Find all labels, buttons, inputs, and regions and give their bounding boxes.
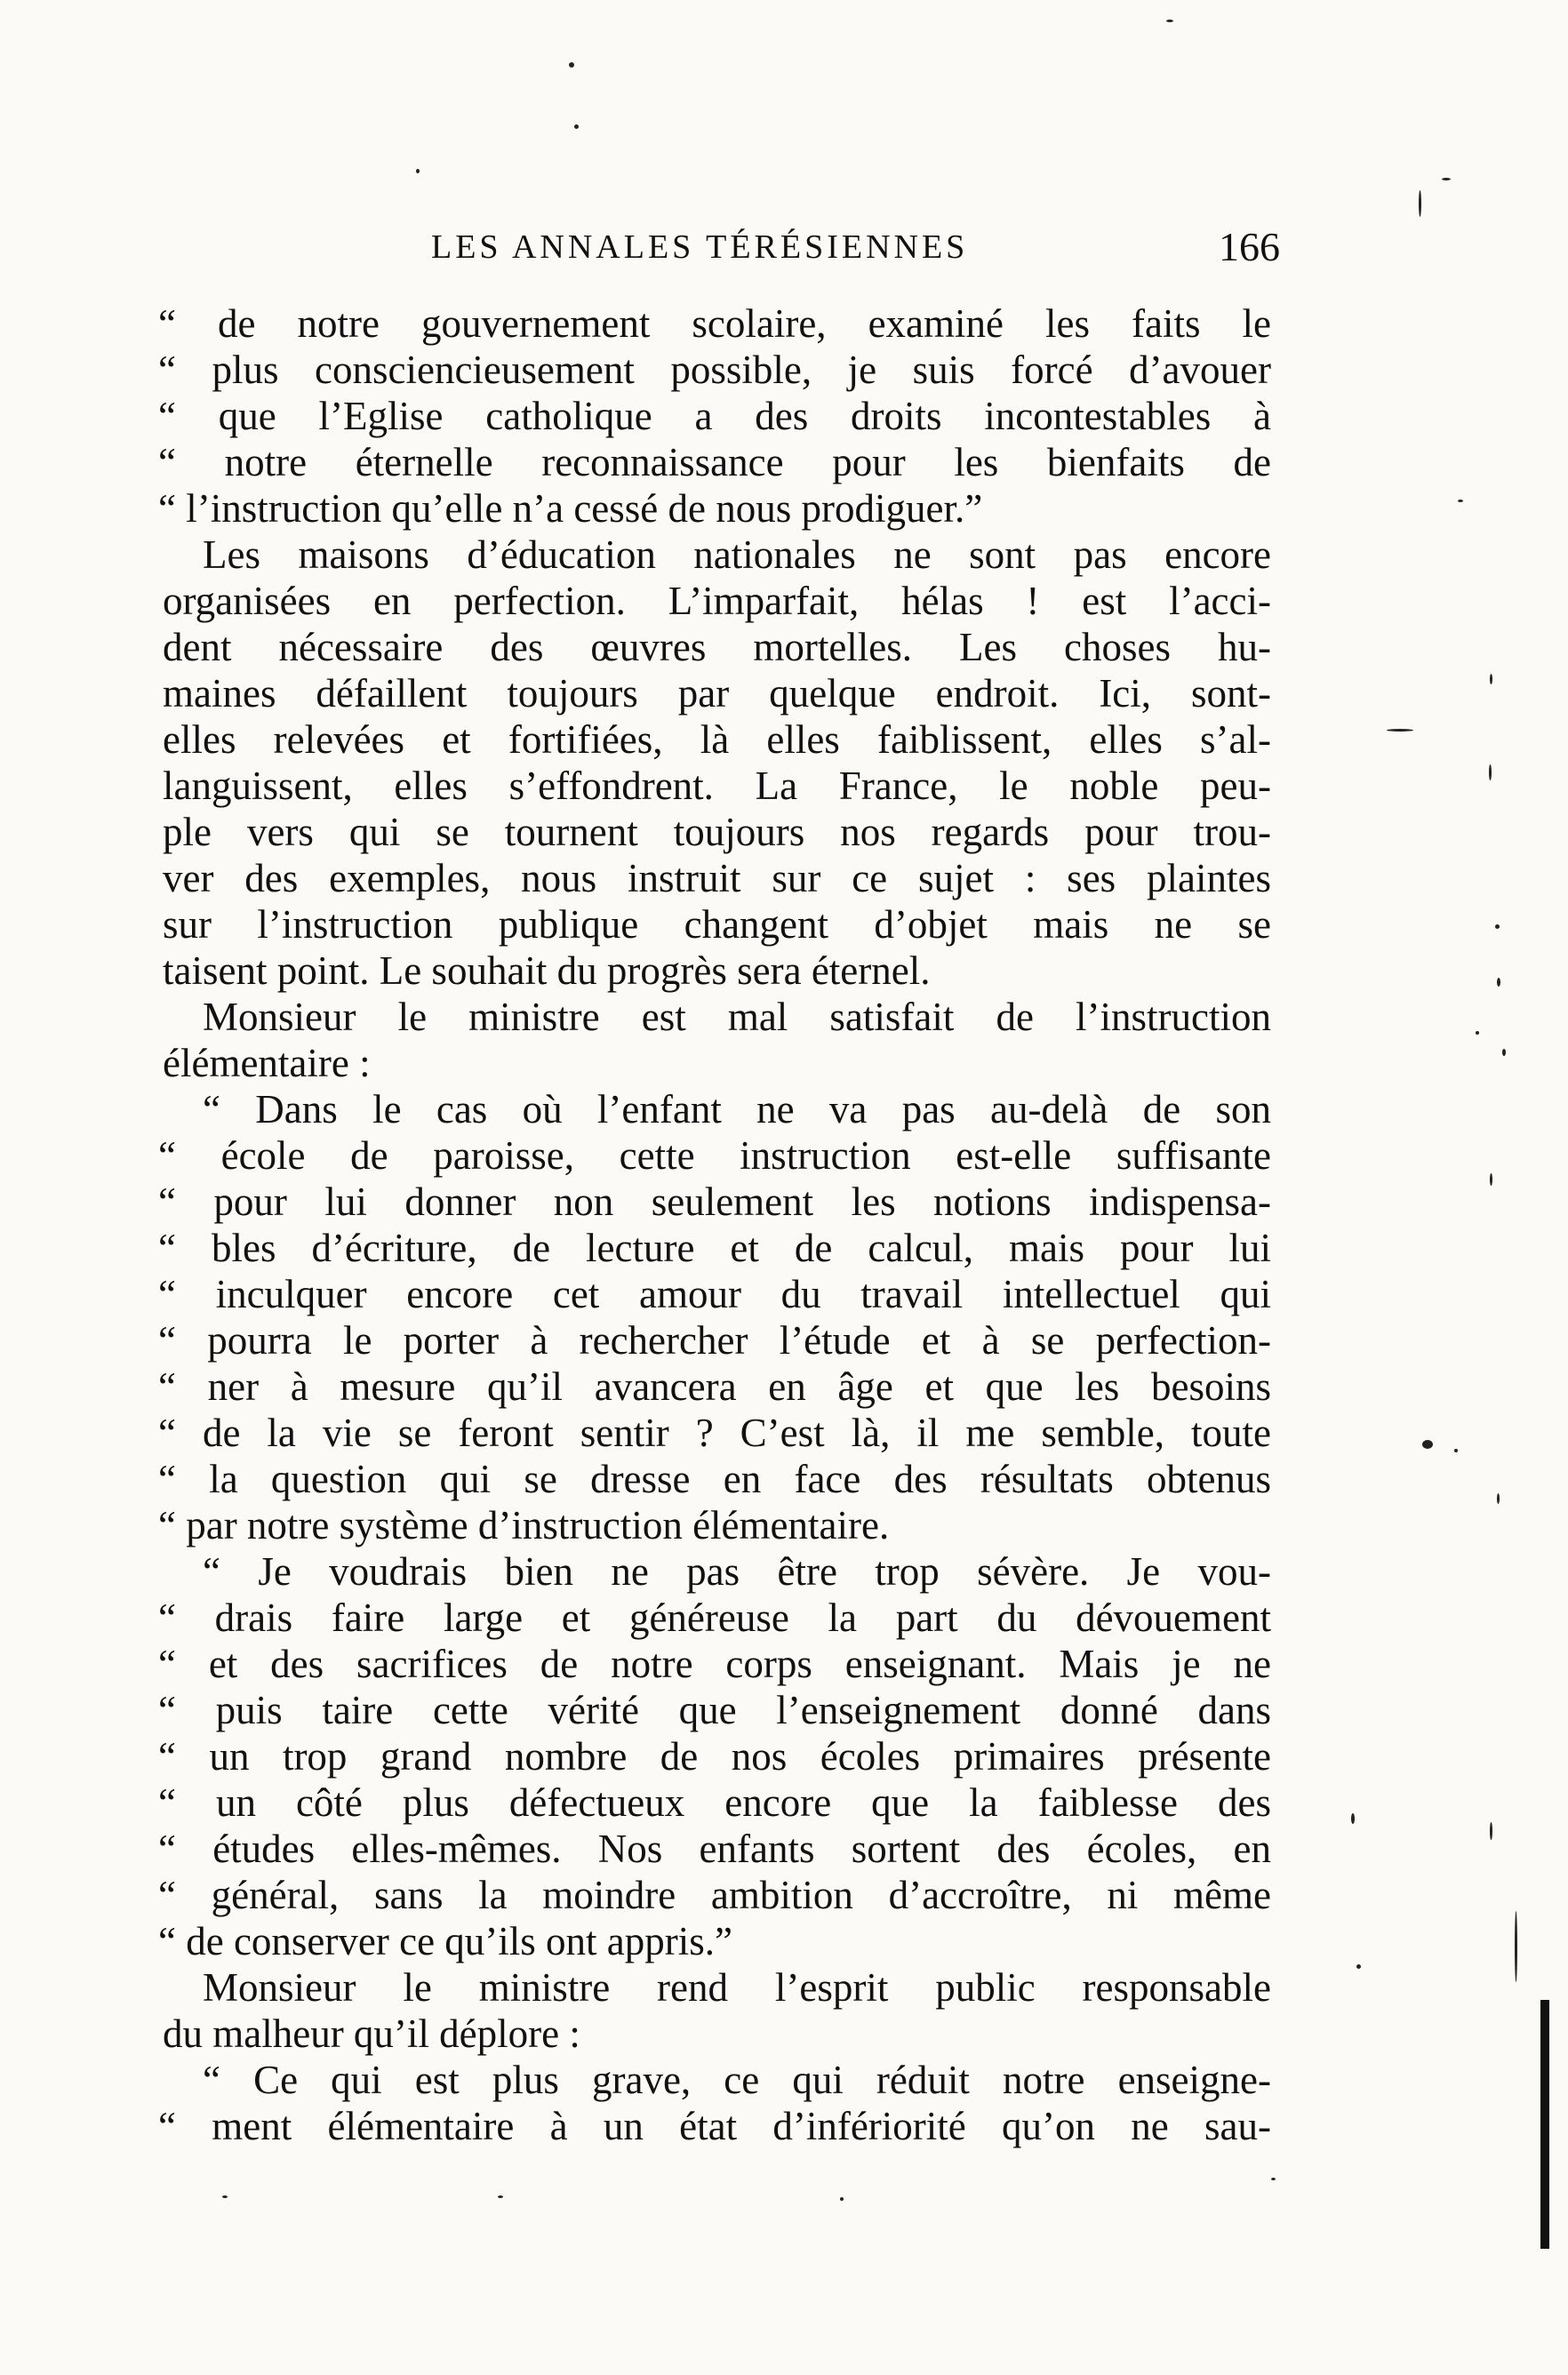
scan-speck xyxy=(222,2195,228,2198)
text-line: “ un côté plus défectueux encore que la faiblesse des xyxy=(158,1780,1271,1825)
text-line: “ de conserver ce qu’ils ont appris.” xyxy=(158,1919,732,1963)
text-line: Monsieur le ministre est mal satisfait de l’instruction xyxy=(203,995,1271,1039)
text-line: “ puis taire cette vérité que l’enseignement donné dans xyxy=(158,1688,1271,1732)
scan-speck xyxy=(1490,1822,1492,1840)
text-line: “ Dans le cas où l’enfant ne va pas au-delà de son xyxy=(203,1087,1271,1132)
scan-speck xyxy=(1490,674,1492,684)
text-line: “ par notre système d’instruction élémentaire. xyxy=(158,1503,890,1547)
text-line: “ pour lui donner non seulement les notions indispensa- xyxy=(158,1180,1271,1224)
text-line: “ notre éternelle reconnaissance pour les bienfaits de xyxy=(158,440,1271,484)
text-line: elles relevées et fortifiées, là elles faiblissent, elles s’al- xyxy=(163,717,1271,762)
scan-speck xyxy=(1422,1440,1433,1449)
scan-speck xyxy=(1497,978,1500,987)
text-line: “ et des sacrifices de notre corps enseignant. Mais je ne xyxy=(158,1642,1271,1686)
text-line: “ de notre gouvernement scolaire, examiné les faits le xyxy=(158,301,1271,346)
text-line: “ études elles-mêmes. Nos enfants sortent des écoles, en xyxy=(158,1827,1271,1871)
text-line: “ un trop grand nombre de nos écoles primaires présente xyxy=(158,1734,1271,1779)
text-line: maines défaillent toujours par quelque endroit. Ici, sont- xyxy=(163,671,1271,716)
page-edge-shadow xyxy=(1540,2000,1549,2249)
text-line: “ ment élémentaire à un état d’infériorité qu’on ne sau- xyxy=(158,2104,1271,2148)
scan-speck xyxy=(1166,20,1173,22)
text-line: organisées en perfection. L’imparfait, hélas ! est l’acci- xyxy=(163,579,1271,623)
scan-speck xyxy=(574,124,579,129)
scan-speck xyxy=(1442,178,1451,180)
text-line: “ l’instruction qu’elle n’a cessé de nous prodiguer.” xyxy=(158,486,983,531)
scan-speck xyxy=(1419,190,1421,217)
scan-speck xyxy=(569,62,574,68)
text-line: “ ner à mesure qu’il avancera en âge et que les besoins xyxy=(158,1364,1271,1409)
page-number: 166 xyxy=(1219,224,1280,269)
scan-speck xyxy=(840,2197,844,2201)
text-line: du malheur qu’il déplore : xyxy=(163,2011,580,2056)
text-line: “ de la vie se feront sentir ? C’est là, il me semble, toute xyxy=(158,1411,1271,1455)
scan-speck xyxy=(1271,2178,1276,2180)
scan-speck xyxy=(1497,1493,1500,1504)
text-line: “ Je voudrais bien ne pas être trop sévère. Je vou- xyxy=(203,1549,1271,1594)
scan-speck xyxy=(1476,1031,1479,1035)
text-line: “ drais faire large et généreuse la part du dévouement xyxy=(158,1595,1271,1640)
text-line: Monsieur le ministre rend l’esprit public responsable xyxy=(203,1965,1271,2010)
text-line: “ plus consciencieusement possible, je suis forcé d’avouer xyxy=(158,348,1271,392)
scan-speck xyxy=(1515,1911,1517,1982)
text-line: “ la question qui se dresse en face des résultats obtenus xyxy=(158,1457,1271,1501)
text-line: ple vers qui se tournent toujours nos regards pour trou- xyxy=(163,810,1271,854)
text-line: “ inculquer encore cet amour du travail intellectuel qui xyxy=(158,1272,1271,1316)
text-line: élémentaire : xyxy=(163,1041,371,1085)
running-title: LES ANNALES TÉRÉSIENNES xyxy=(431,228,969,266)
text-line: “ Ce qui est plus grave, ce qui réduit notre enseigne- xyxy=(203,2058,1271,2102)
scan-speck xyxy=(1502,1049,1506,1056)
text-line: Les maisons d’éducation nationales ne sont pas encore xyxy=(203,532,1271,577)
text-line: “ que l’Eglise catholique a des droits incontestables à xyxy=(158,394,1271,438)
scan-speck xyxy=(1495,924,1500,929)
text-line: languissent, elles s’effondrent. La France, le noble peu- xyxy=(163,764,1271,808)
text-line: taisent point. Le souhait du progrès sera éternel. xyxy=(163,948,931,993)
scan-speck xyxy=(1356,1964,1361,1969)
scan-speck xyxy=(1454,1449,1458,1452)
text-line: “ école de paroisse, cette instruction est-elle suffisante xyxy=(158,1133,1271,1178)
scan-speck xyxy=(1351,1813,1355,1824)
text-line: “ général, sans la moindre ambition d’accroître, ni même xyxy=(158,1873,1271,1917)
scan-speck xyxy=(1490,1173,1492,1186)
scan-speck xyxy=(1489,764,1492,780)
text-line: “ bles d’écriture, de lecture et de calcul, mais pour lui xyxy=(158,1226,1271,1270)
text-line: ver des exemples, nous instruit sur ce sujet : ses plaintes xyxy=(163,856,1271,900)
text-line: dent nécessaire des œuvres mortelles. Les choses hu- xyxy=(163,625,1271,669)
scan-speck xyxy=(1387,729,1413,732)
scan-speck xyxy=(416,169,420,173)
text-line: “ pourra le porter à rechercher l’étude et à se perfection- xyxy=(158,1318,1271,1363)
scan-speck xyxy=(1458,500,1463,502)
text-line: sur l’instruction publique changent d’objet mais ne se xyxy=(163,902,1271,947)
scan-speck xyxy=(498,2195,503,2198)
